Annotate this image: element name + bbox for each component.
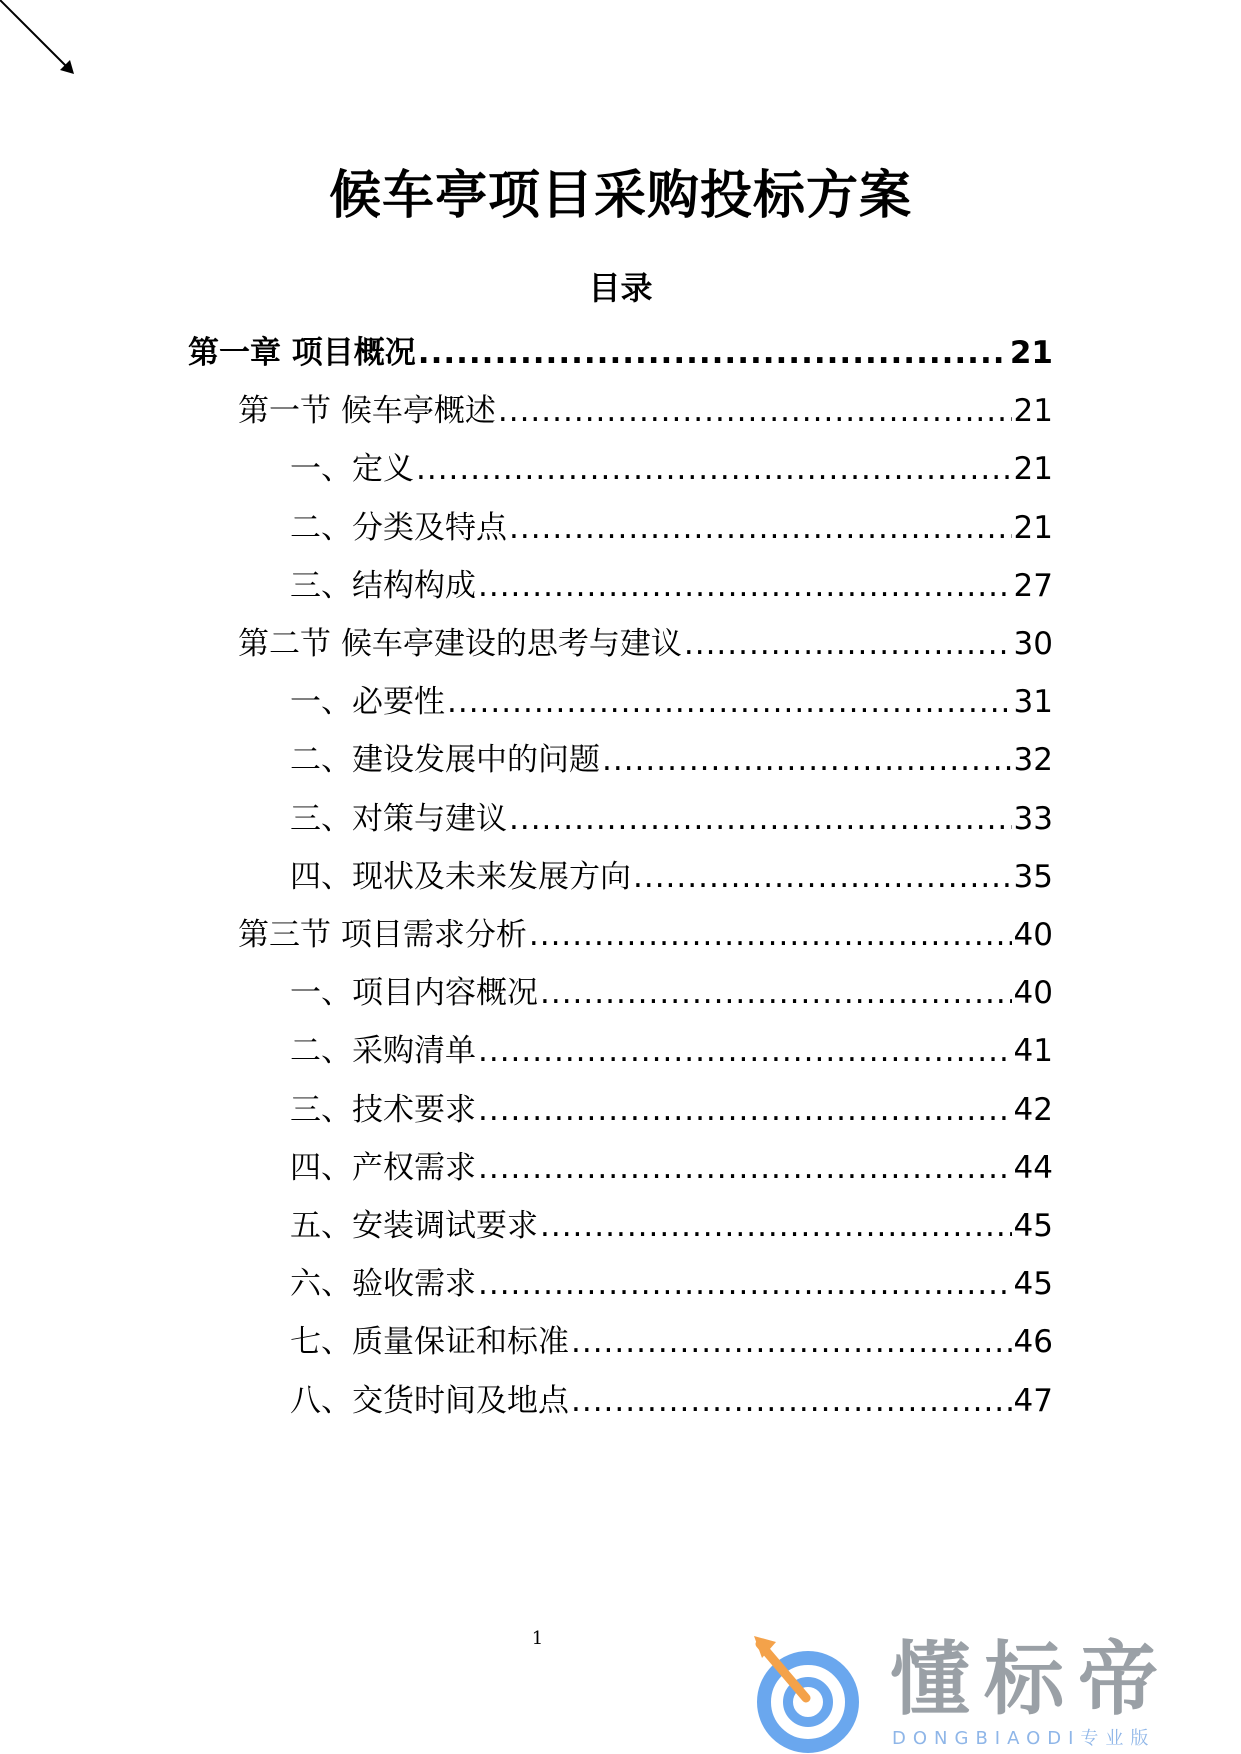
toc-entry-label: 第一章 项目概况 — [188, 335, 416, 371]
toc-dot-leader — [478, 1261, 1012, 1307]
toc-entry[interactable] — [290, 1319, 1053, 1365]
toc-dot-leader — [447, 679, 1012, 725]
toc-entry-label: 五、安装调试要求 — [290, 1208, 538, 1244]
toc-entry-page: 21 — [1013, 451, 1053, 488]
toc-entry[interactable] — [290, 1261, 1053, 1307]
toc-entry[interactable] — [238, 388, 1053, 434]
toc-dot-leader — [602, 737, 1012, 783]
toc-entry-page: 31 — [1013, 684, 1053, 721]
toc-entry-page: 45 — [1013, 1266, 1053, 1303]
toc-entry-page: 41 — [1013, 1033, 1053, 1070]
document-title: 候车亭项目采购投标方案 — [328, 166, 912, 226]
toc-entry[interactable] — [290, 679, 1053, 725]
toc-entry-label: 一、定义 — [290, 451, 414, 488]
toc-entry-page: 46 — [1013, 1324, 1053, 1361]
toc-entry[interactable] — [238, 912, 1053, 958]
toc-entry-page: 40 — [1013, 975, 1053, 1012]
toc-entry-page: 44 — [1013, 1149, 1053, 1186]
toc-dot-leader — [633, 854, 1012, 900]
toc-dot-leader — [509, 796, 1012, 842]
toc-entry-label: 七、质量保证和标准 — [290, 1324, 569, 1361]
toc-dot-leader — [509, 505, 1012, 551]
target-arrow-icon — [740, 1630, 890, 1754]
toc-dot-leader — [418, 330, 1008, 376]
toc-entry[interactable] — [290, 1087, 1053, 1133]
watermark-subtitle: DONGBIAODI专业版 — [892, 1728, 1156, 1749]
toc-entry-label: 八、交货时间及地点 — [290, 1382, 569, 1419]
toc-entry[interactable] — [290, 970, 1053, 1016]
toc-entry[interactable] — [290, 854, 1053, 900]
watermark-logo — [740, 1630, 1240, 1754]
toc-entry-label: 第三节 项目需求分析 — [238, 917, 527, 953]
toc-entry[interactable] — [290, 737, 1053, 783]
toc-entry[interactable] — [290, 505, 1053, 551]
toc-entry-label: 四、产权需求 — [290, 1149, 476, 1186]
toc-entry-page: 27 — [1013, 567, 1053, 604]
toc-entry-page: 21 — [1009, 335, 1053, 371]
toc-dot-leader — [529, 912, 1012, 958]
toc-dot-leader — [478, 1145, 1012, 1191]
toc-dot-leader — [571, 1319, 1012, 1365]
toc-entry[interactable] — [290, 1028, 1053, 1074]
toc-dot-leader — [478, 563, 1012, 609]
toc-entry[interactable] — [290, 1203, 1053, 1249]
toc-entry-page: 40 — [1013, 917, 1053, 953]
toc-dot-leader — [478, 1087, 1012, 1133]
toc-dot-leader — [498, 388, 1012, 434]
toc-dot-leader — [416, 446, 1012, 492]
toc-entry[interactable] — [238, 621, 1053, 667]
toc-entry-label: 三、结构构成 — [290, 567, 476, 604]
toc-entry[interactable] — [290, 796, 1053, 842]
toc-entry[interactable] — [290, 1145, 1053, 1191]
corner-arrow-icon — [0, 0, 90, 90]
toc-entry-page: 21 — [1013, 393, 1053, 430]
toc-heading: 目录 — [588, 269, 653, 307]
toc-entry-label: 二、分类及特点 — [290, 509, 507, 546]
toc-entry-page: 32 — [1013, 742, 1053, 779]
toc-entry-label: 三、对策与建议 — [290, 800, 507, 837]
toc-entry-label: 三、技术要求 — [290, 1091, 476, 1128]
toc-entry-label: 六、验收需求 — [290, 1266, 476, 1303]
toc-entry-page: 35 — [1013, 858, 1053, 895]
watermark-brand: 懂标帝 — [890, 1633, 1172, 1726]
toc-dot-leader — [478, 1028, 1012, 1074]
toc-entry-page: 42 — [1013, 1091, 1053, 1128]
toc-dot-leader — [571, 1378, 1012, 1424]
toc-entry-page: 21 — [1013, 509, 1053, 546]
toc-entry[interactable] — [188, 330, 1053, 376]
toc-entry[interactable] — [290, 563, 1053, 609]
toc-entry-label: 二、采购清单 — [290, 1033, 476, 1070]
toc-entry-page: 45 — [1013, 1208, 1053, 1244]
toc-dot-leader — [684, 621, 1012, 667]
toc-entry-page: 33 — [1013, 800, 1053, 837]
toc-entry-label: 第一节 候车亭概述 — [238, 393, 496, 430]
toc-entry-label: 一、必要性 — [290, 684, 445, 721]
toc-entry-label: 一、项目内容概况 — [290, 975, 538, 1012]
toc-entry-label: 二、建设发展中的问题 — [290, 742, 600, 779]
toc-dot-leader — [540, 970, 1012, 1016]
toc-entry[interactable] — [290, 1378, 1053, 1424]
toc-entry-label: 第二节 候车亭建设的思考与建议 — [238, 626, 682, 662]
toc-dot-leader — [540, 1203, 1012, 1249]
page-number: 1 — [531, 1628, 544, 1649]
toc-entry-label: 四、现状及未来发展方向 — [290, 858, 631, 895]
toc-entry[interactable] — [290, 446, 1053, 492]
toc-entry-page: 47 — [1013, 1382, 1053, 1419]
toc-entry-page: 30 — [1013, 626, 1053, 662]
